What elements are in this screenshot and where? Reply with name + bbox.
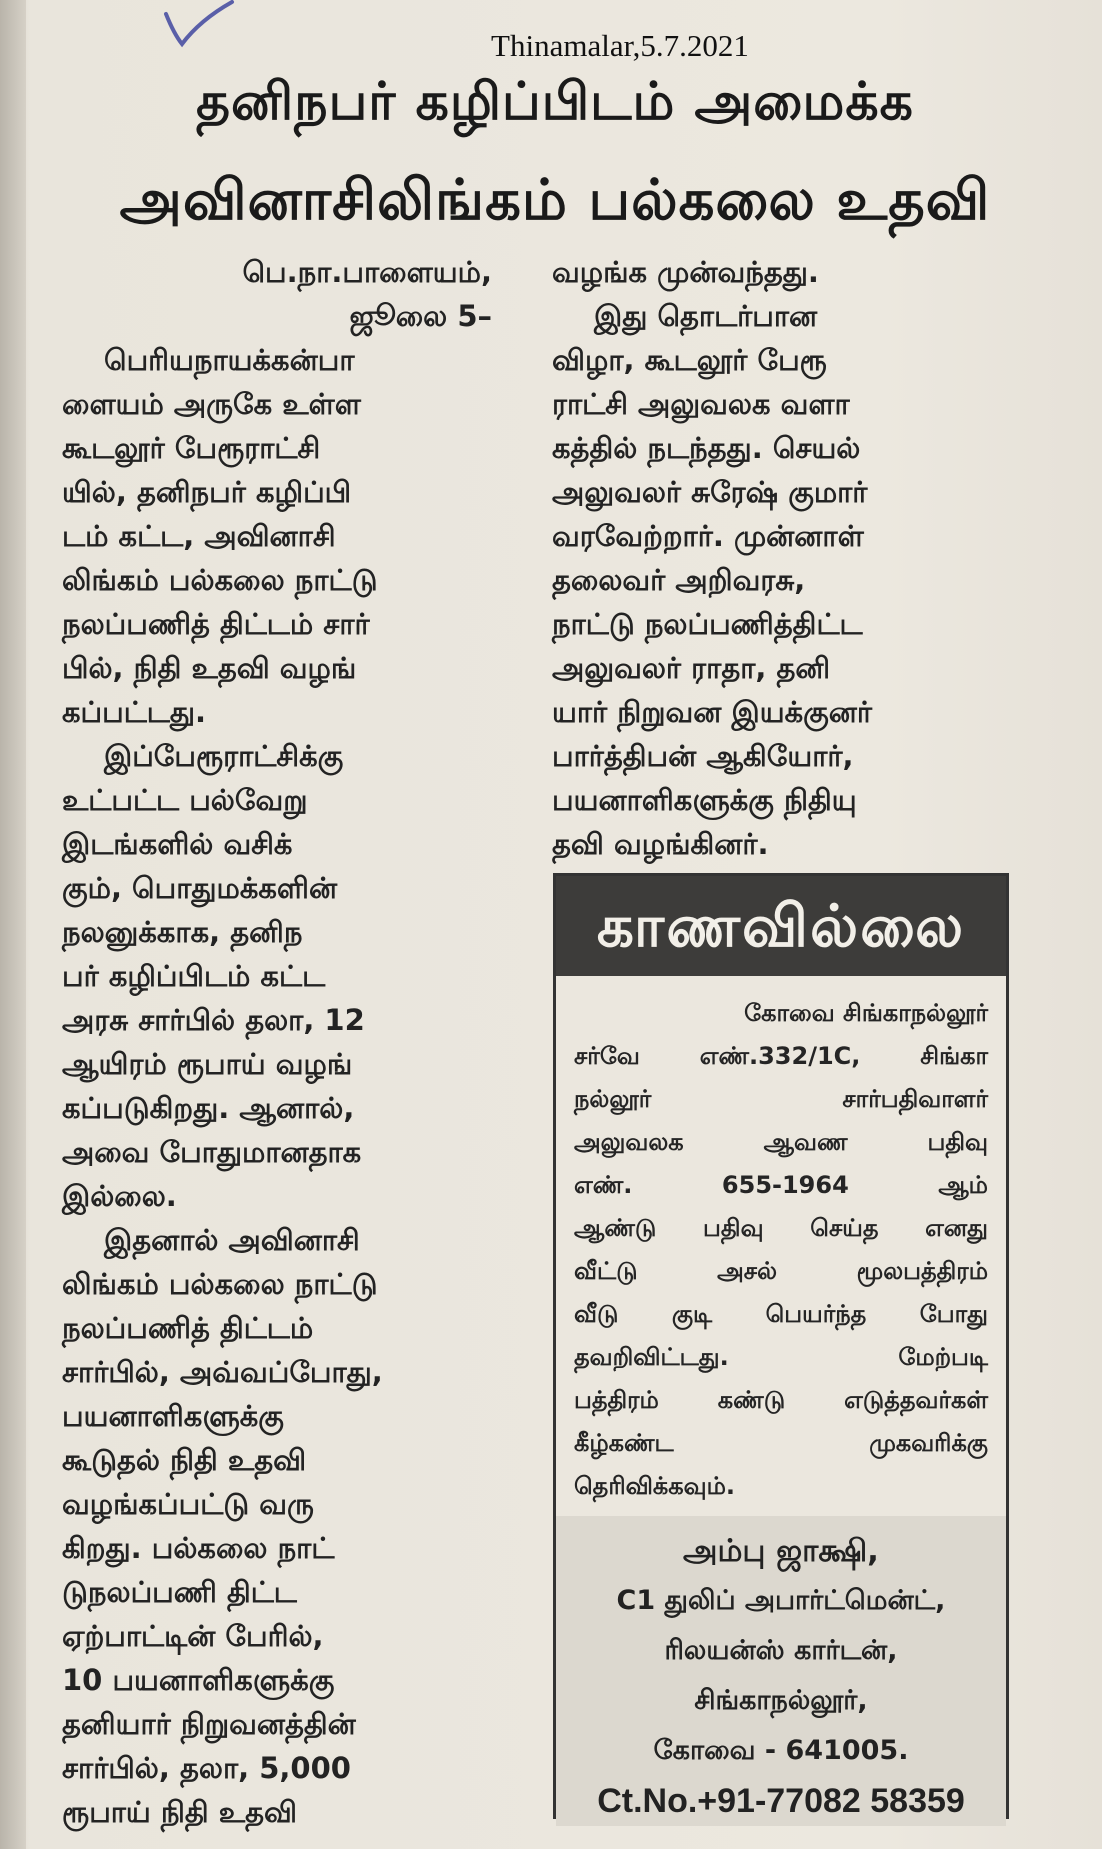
- text-line: சர்வே எண்.332/1C, சிங்கா: [574, 1042, 988, 1070]
- text-line: வீட்டு அசல் மூலபத்திரம்: [574, 1257, 988, 1285]
- text-line: டுநலப்பணி திட்ட: [62, 1575, 297, 1609]
- text-line: அலுவலக ஆவண பதிவு: [574, 1128, 988, 1156]
- dateline-date: ஜூலை 5–: [349, 299, 492, 333]
- text-line: வீடு குடி பெயர்ந்த போது: [574, 1300, 988, 1328]
- contact-address-line: சிங்காநல்லூர்,: [694, 1685, 868, 1716]
- text-line: கும், பொதுமக்களின்: [62, 871, 338, 905]
- text-line: டம் கட்ட, அவினாசி: [62, 519, 336, 553]
- text-line: தவி வழங்கினர்.: [552, 827, 769, 861]
- checkmark-icon: [160, 0, 240, 60]
- text-line: ஆண்டு பதிவு செய்த எனது: [574, 1214, 988, 1242]
- contact-address-line: ரிலயன்ஸ் கார்டன்,: [664, 1635, 898, 1666]
- text-line: தலைவர் அறிவரசு,: [552, 563, 806, 597]
- adjacent-column-edge: [0, 0, 26, 1849]
- text-line: ரூபாய் நிதி உதவி: [62, 1795, 297, 1829]
- text-line: நல்லூர் சார்பதிவாளர்: [574, 1085, 988, 1113]
- text-line: வழங்கப்பட்டு வரு: [62, 1487, 314, 1521]
- text-line: பயனாளிகளுக்கு: [62, 1399, 284, 1433]
- text-line: சார்பில், தலா, 5,000: [62, 1751, 351, 1785]
- headline-line-1: தனிநபர் கழிப்பிடம் அமைக்க: [196, 72, 914, 132]
- text-line: நலப்பணித் திட்டம்: [62, 1311, 314, 1345]
- text-line: ளையம் அருகே உள்ள: [62, 387, 361, 421]
- text-line: பெரியநாயக்கன்பா: [104, 343, 355, 377]
- text-line: எண். 655-1964 ஆம்: [574, 1171, 988, 1199]
- text-line: வழங்க முன்வந்தது.: [552, 255, 819, 289]
- text-line: அலுவலர் ராதா, தனி: [552, 651, 831, 685]
- contact-phone: Ct.No.+91-77082 58359: [597, 1782, 965, 1820]
- text-line: பயனாளிகளுக்கு நிதியு: [552, 783, 857, 817]
- text-line: தெரிவிக்கவும்.: [574, 1472, 735, 1500]
- text-line: பில், நிதி உதவி வழங்: [62, 651, 357, 685]
- text-line: விழா, கூடலூர் பேரூ: [552, 343, 827, 377]
- text-line: அவை போதுமானதாக: [62, 1135, 362, 1169]
- text-line: நலனுக்காக, தனிந: [62, 915, 303, 949]
- text-line: கூடலூர் பேரூராட்சி: [62, 431, 321, 465]
- text-line: இது தொடர்பான: [594, 299, 818, 333]
- dateline-place: பெ.நா.பாளையம்,: [242, 255, 492, 289]
- contact-address-line: கோவை - 641005.: [653, 1735, 909, 1766]
- text-line: வரவேற்றார். முன்னாள்: [552, 519, 864, 553]
- text-line: பார்த்திபன் ஆகியோர்,: [552, 739, 854, 773]
- text-line: கப்பட்டது.: [62, 695, 207, 729]
- text-line: தனியார் நிறுவனத்தின்: [62, 1707, 356, 1741]
- text-line: கத்தில் நடந்தது. செயல்: [552, 431, 861, 465]
- text-line: இப்பேரூராட்சிக்கு: [104, 739, 344, 773]
- text-line: ராட்சி அலுவலக வளா: [552, 387, 850, 421]
- text-line: நலப்பணித் திட்டம் சார்: [62, 607, 370, 641]
- text-line: ஆயிரம் ரூபாய் வழங்: [62, 1047, 353, 1081]
- ad-title: காணவில்லை: [556, 876, 1006, 976]
- article-column-2: [552, 250, 1022, 866]
- text-line: ஏற்பாட்டின் பேரில்,: [62, 1619, 324, 1653]
- text-line: லிங்கம் பல்கலை நாட்டு: [62, 1267, 378, 1301]
- text-line: கீழ்கண்ட முகவரிக்கு: [574, 1429, 988, 1457]
- text-line: நாட்டு நலப்பணித்திட்ட: [552, 607, 863, 641]
- text-line: கிறது. பல்கலை நாட்: [62, 1531, 335, 1565]
- text-line: இல்லை.: [62, 1179, 177, 1213]
- text-line: அரசு சார்பில் தலா, 12: [62, 1003, 365, 1037]
- ad-body: [556, 976, 1006, 1508]
- headline-line-2: அவினாசிலிங்கம் பல்கலை உதவி: [119, 168, 991, 233]
- text-line: பர் கழிப்பிடம் கட்ட: [62, 959, 326, 993]
- missing-notice-ad: [553, 873, 1009, 1819]
- text-line: சார்பில், அவ்வப்போது,: [62, 1355, 383, 1389]
- text-line: யில், தனிநபர் கழிப்பி: [62, 475, 352, 509]
- contact-address-line: C1 துலிப் அபார்ட்மென்ட்,: [616, 1585, 946, 1616]
- text-line: தவறிவிட்டது. மேற்படி: [574, 1343, 988, 1371]
- text-line: அலுவலர் சுரேஷ் குமார்: [552, 475, 868, 509]
- text-line: கப்படுகிறது. ஆனால்,: [62, 1091, 355, 1125]
- text-line: கூடுதல் நிதி உதவி: [62, 1443, 307, 1477]
- text-line: யார் நிறுவன இயக்குனர்: [552, 695, 872, 729]
- text-line: பத்திரம் கண்டு எடுத்தவர்கள்: [574, 1386, 988, 1414]
- text-line: கோவை சிங்காநல்லூர்: [744, 999, 988, 1027]
- contact-name: அம்பு ஜாக்ஷி,: [683, 1533, 879, 1569]
- text-line: 10 பயனாளிகளுக்கு: [62, 1663, 335, 1697]
- source-caption: Thinamalar,5.7.2021: [491, 28, 749, 63]
- ad-contact: [556, 1516, 1006, 1826]
- article-column-1: [62, 250, 532, 1834]
- text-line: உட்பட்ட பல்வேறு: [62, 783, 308, 817]
- text-line: லிங்கம் பல்கலை நாட்டு: [62, 563, 378, 597]
- text-line: இடங்களில் வசிக்: [62, 827, 293, 861]
- text-line: இதனால் அவினாசி: [104, 1223, 360, 1257]
